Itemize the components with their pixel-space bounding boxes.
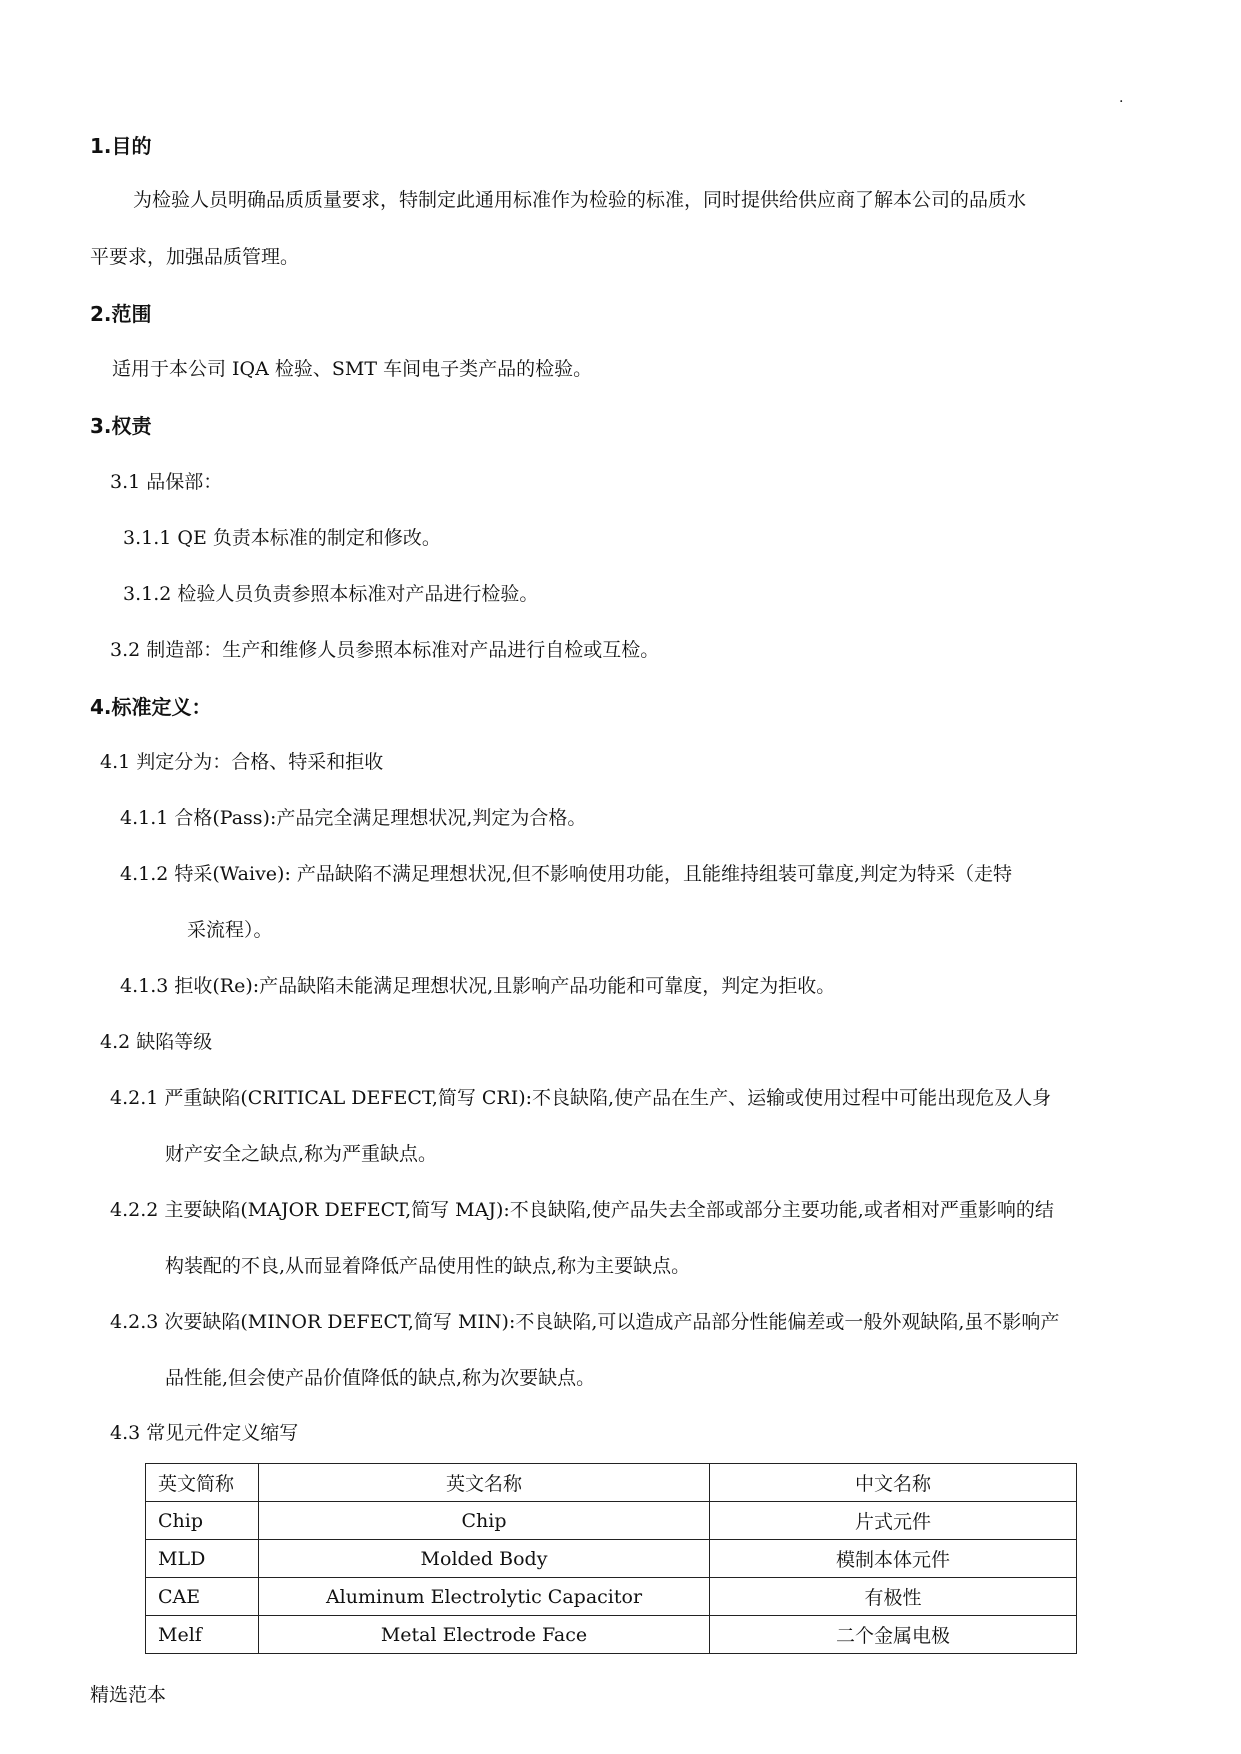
item-4-2-2-line-1: 4.2.2 主要缺陷(MAJOR DEFECT,简写 MAJ):不良缺陷,使产品失去全部或部分主要功能,或者相对严重影响的结 [110, 1199, 1054, 1221]
table-row [146, 1540, 1077, 1578]
table-row [146, 1578, 1077, 1616]
item-4-1-2-line-1: 4.1.2 特采(Waive): 产品缺陷不满足理想状况,但不影响使用功能，且能维持组装可靠度,判定为特采（走特 [120, 863, 1012, 885]
table-row [146, 1502, 1077, 1540]
table-cell: 二个金属电极 [710, 1616, 1077, 1654]
table-cell: Chip [146, 1502, 259, 1540]
table-cell: 有极性 [710, 1578, 1077, 1616]
table-cell: Molded Body [259, 1540, 710, 1578]
table-cell: Metal Electrode Face [259, 1616, 710, 1654]
item-3-2: 3.2 制造部：生产和维修人员参照本标准对产品进行自检或互检。 [110, 639, 660, 661]
section-1-text-line-1: 为检验人员明确品质质量要求，特制定此通用标准作为检验的标准，同时提供给供应商了解本公司的品质水 [133, 189, 1027, 211]
table-cell: 片式元件 [710, 1502, 1077, 1540]
item-4-2-2-line-2: 构装配的不良,从而显着降低产品使用性的缺点,称为主要缺点。 [165, 1255, 691, 1277]
table-cell: Melf [146, 1616, 259, 1654]
item-4-1: 4.1 判定分为：合格、特采和拒收 [100, 751, 384, 773]
section-3-heading: 3.权责 [90, 414, 152, 438]
table-cell: CAE [146, 1578, 259, 1616]
section-2-heading: 2.范围 [90, 302, 152, 326]
item-4-2: 4.2 缺陷等级 [100, 1031, 213, 1053]
item-4-2-1-line-1: 4.2.1 严重缺陷(CRITICAL DEFECT,简写 CRI):不良缺陷,使产品在生产、运输或使用过程中可能出现危及人身 [110, 1087, 1052, 1109]
item-4-3: 4.3 常见元件定义缩写 [110, 1422, 299, 1444]
component-abbreviation-table [145, 1463, 1077, 1654]
header-cell-english-name: 英文名称 [259, 1464, 710, 1502]
item-4-2-1-line-2: 财产安全之缺点,称为严重缺点。 [165, 1143, 438, 1165]
item-4-1-2-line-2: 采流程）。 [187, 919, 273, 941]
table-cell: Chip [259, 1502, 710, 1540]
table-cell: Aluminum Electrolytic Capacitor [259, 1578, 710, 1616]
table-cell: 模制本体元件 [710, 1540, 1077, 1578]
item-4-1-3: 4.1.3 拒收(Re):产品缺陷未能满足理想状况,且影响产品功能和可靠度，判定为拒收。 [120, 975, 836, 997]
table-cell: MLD [146, 1540, 259, 1578]
section-1-heading: 1.目的 [90, 134, 152, 158]
item-3-1-2: 3.1.2 检验人员负责参照本标准对产品进行检验。 [123, 583, 539, 605]
item-4-2-3-line-1: 4.2.3 次要缺陷(MINOR DEFECT,简写 MIN):不良缺陷,可以造成产品部分性能偏差或一般外观缺陷,虽不影响产 [110, 1311, 1060, 1333]
header-cell-chinese-name: 中文名称 [710, 1464, 1077, 1502]
item-3-1: 3.1 品保部： [110, 471, 223, 493]
header-cell-short-name: 英文简称 [146, 1464, 259, 1502]
corner-mark: . [1119, 90, 1124, 106]
item-4-1-1: 4.1.1 合格(Pass):产品完全满足理想状况,判定为合格。 [120, 807, 587, 829]
section-4-heading: 4.标准定义： [90, 695, 212, 719]
section-1-text-line-2: 平要求，加强品质管理。 [90, 246, 300, 268]
section-2-text: 适用于本公司 IQA 检验、SMT 车间电子类产品的检验。 [112, 358, 593, 380]
page-footer: 精选范本 [90, 1684, 167, 1706]
item-4-2-3-line-2: 品性能,但会使产品价值降低的缺点,称为次要缺点。 [165, 1367, 596, 1389]
table-row [146, 1616, 1077, 1654]
table-header-row [146, 1464, 1077, 1502]
item-3-1-1: 3.1.1 QE 负责本标准的制定和修改。 [123, 527, 441, 549]
